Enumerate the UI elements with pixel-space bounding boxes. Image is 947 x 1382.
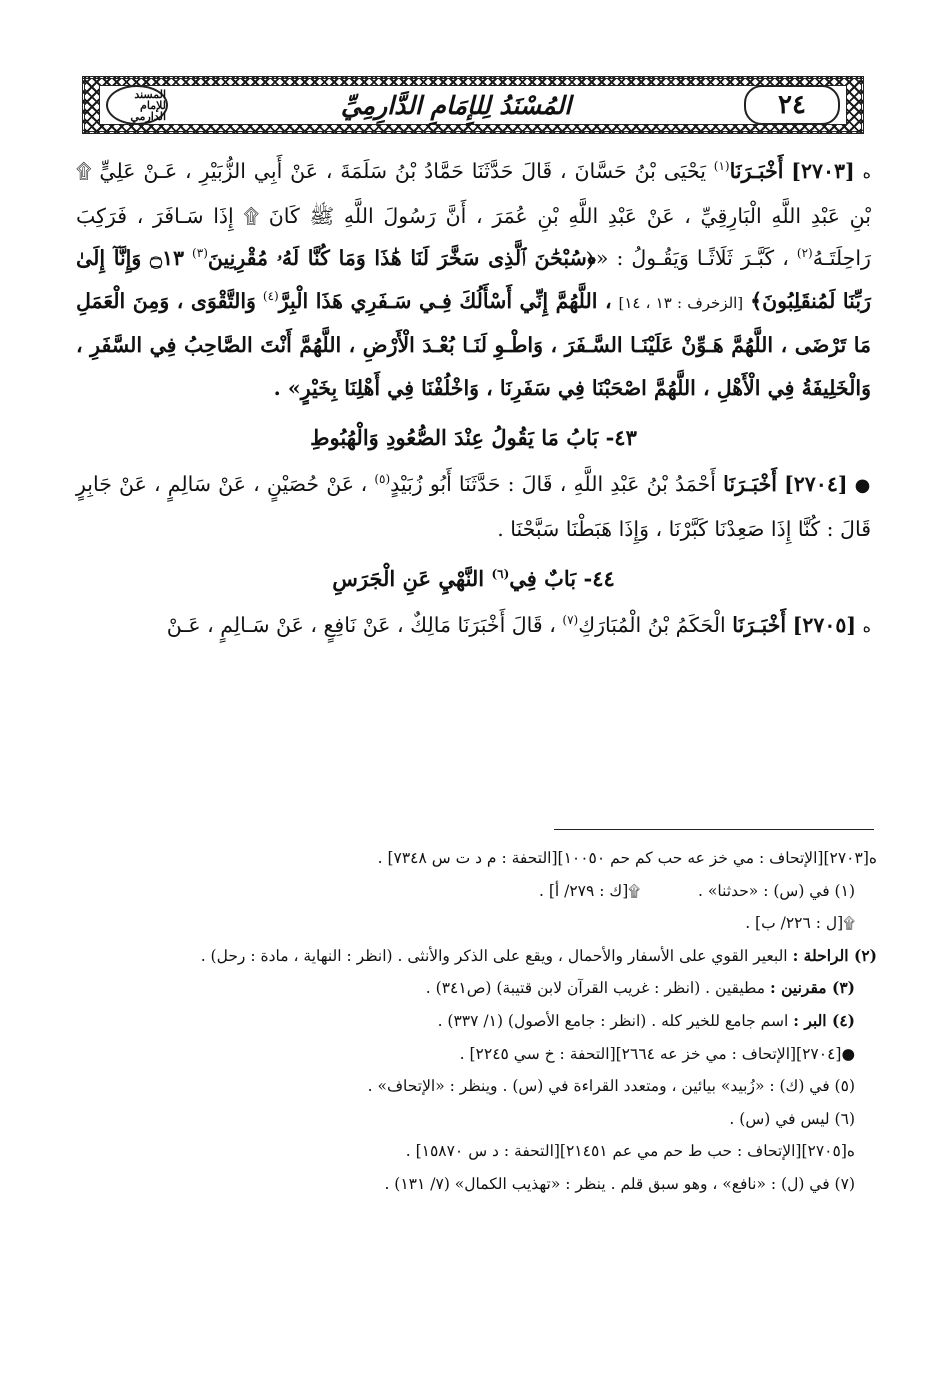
footnote-ref-6: (٦) xyxy=(491,567,510,581)
akhbarana: أَخْبَـرَنَا xyxy=(732,613,787,637)
main-text xyxy=(76,150,871,649)
hadith-text-bold: وَالتَّقْوَى ، وَمِنَ الْعَمَلِ مَا تَرْضَى ، اللَّهُمَّ هَـوِّنْ عَلَيْنَـا السَّـفَرَ ، وَاطْـوِ لَنَـا بُعْـدَ الْأَرْضِ ، اللَّهُمَّ أَنْتَ الصَّاحِبُ فِي السَّفَرِ ، وَالْخَلِيفَةُ فِي الْأَهْلِ ، اللَّهُمَّ اصْحَبْنَا فِي سَفَرِنَا ، وَاخْلُفْنَا فِي أَهْلِنَا بِخَيْرٍ» . xyxy=(76,288,871,400)
footnote-text: اسم جامع للخير كله . (انظر : جامع الأصول) (١/ ٣٣٧) . xyxy=(437,1011,789,1030)
footnote-ref-4: (٤) xyxy=(262,288,279,303)
heading-text: ٤٤- بَابٌ فِي xyxy=(509,566,615,591)
hadith-text: ، كَبَّـرَ ثَلَاثًـا وَيَقُـولُ : « xyxy=(595,246,789,270)
hadith-2704 xyxy=(76,463,871,550)
footnote-7: (٧) في (ل) : «نافع» ، وهو سبق قلم . ينظر : «تهذيب الكمال» (٧/ ١٣١) . xyxy=(384,1174,855,1193)
footnote-ref-7: (٧) xyxy=(562,613,579,628)
quran-verse: ۝١٣ وَإِنَّآ إِلَىٰ رَبِّنَا لَمُنقَلِبُونَ﴾ xyxy=(76,246,871,313)
heading-text: النَّهْيِ عَنِ الْجَرَسِ xyxy=(332,566,485,591)
manuscript-ref: ۩[ل : ٢٢٦/ ب] . xyxy=(745,914,855,933)
footnote-5: (٥) في (ك) : «زُبيد» بيائين ، ومتعدد القراءة في (س) . وينظر : «الإتحاف» . xyxy=(367,1077,855,1096)
hadith-2705 xyxy=(76,604,871,649)
page-header-frame xyxy=(82,76,864,134)
footnote-ref-5: (٥) xyxy=(374,472,391,487)
hadith-marker-circle: ه xyxy=(862,617,871,636)
hadith-marker-dot: ● xyxy=(854,475,871,496)
footnote-2 xyxy=(88,940,877,973)
hadith-text-bold: ، اللَّهُمَّ إِنِّي أَسْأَلُكَ فِـي سَـفَرِي هَذَا الْبِرَّ xyxy=(278,288,612,313)
hadith-text: الْحَكَمُ بْنُ الْمُبَارَكِ xyxy=(578,613,726,637)
chapter-heading-43: ٤٣- بَابُ مَا يَقُولُ عِنْدَ الصُّعُودِ وَالْهُبُوطِ xyxy=(310,425,637,450)
hadith-2703 xyxy=(76,150,871,409)
quran-reference: [الزخرف : ١٣ ، ١٤] xyxy=(618,293,744,312)
publisher-seal-icon xyxy=(106,85,168,125)
footnote-separator xyxy=(554,829,874,830)
akhbarana: أَخْبَـرَنَا xyxy=(723,472,777,496)
book-title: المُسْنَدُ لِلإِمَامِ الدَّارِمِيِّ xyxy=(340,90,572,120)
chapter-heading-44 xyxy=(76,558,871,600)
takhrij-2704: ●[٢٧٠٤][الإتحاف : مي خز عه ٢٦٦٤][التحفة : خ سي ٢٢٤٥] . xyxy=(459,1044,855,1063)
hadith-number: [٢٧٠٣] xyxy=(791,159,855,183)
hadith-text: أَحْمَدُ بْنُ عَبْدِ اللَّهِ ، قَالَ : حَدَّثَنَا أَبُو زُبَيْدٍ xyxy=(390,472,716,496)
footnote-text: مطيقين . (انظر : غريب القرآن لابن قتيبة) (ص٣٤١) . xyxy=(425,979,766,998)
seal-text: المسند للإمام الدارمي xyxy=(130,87,167,123)
footnote-1: (١) في (س) : «حدثنا» . xyxy=(698,881,855,900)
footnote-ref-2: (٢) xyxy=(796,246,813,261)
hadith-text: ، عَنْ حُصَيْنٍ ، عَنْ سَالِمٍ ، عَنْ جَابِرٍ قَالَ : كُنَّا إِذَا صَعِدْنَا كَبَّرْنَا ، وَإِذَا هَبَطْنَا سَبَّحْنَا . xyxy=(76,472,871,541)
footnotes xyxy=(88,842,877,1201)
footnote-ref-1: (١) xyxy=(713,159,730,174)
takhrij-2703: ه[٢٧٠٣][الإتحاف : مي خز عه حب كم حم ١٠٠٥٠][التحفة : م د ت س ٧٣٤٨] . xyxy=(377,849,877,867)
hadith-marker-circle: ه xyxy=(862,163,871,182)
footnote-row-1 xyxy=(88,875,877,908)
hadith-number: [٢٧٠٥] xyxy=(792,613,857,637)
takhrij-2705: ه[٢٧٠٥][الإتحاف : حب ط حم مي عم ٢١٤٥١][التحفة : د س ١٥٨٧٠] . xyxy=(405,1142,855,1161)
footnote-label: (٣) مقرنين : xyxy=(769,978,855,998)
manuscript-ref: ۩[ك : ٢٧٩/ أ] . xyxy=(539,881,641,900)
akhbarana: أَخْبَـرَنَا xyxy=(729,159,784,183)
hadith-text: ، قَالَ أَخْبَرَنَا مَالِكٌ ، عَنْ نَافِعٍ ، عَنْ سَـالِمٍ ، عَـنْ xyxy=(166,613,556,637)
footnote-ref-3: (٣) xyxy=(192,246,208,261)
page-header xyxy=(99,85,847,125)
footnote-4 xyxy=(88,1005,877,1038)
footnote-label: (٤) البر : xyxy=(793,1010,855,1030)
quran-verse: ﴿سُبْحَٰنَ ٱلَّذِى سَخَّرَ لَنَا هَٰذَا وَمَا كُنَّا لَهُۥ مُقْرِنِينَ xyxy=(207,246,596,270)
page-number: ٢٤ xyxy=(744,85,840,125)
footnote-6: (٦) ليس في (س) . xyxy=(729,1109,855,1128)
footnote-3 xyxy=(88,972,877,1005)
hadith-number: [٢٧٠٤] xyxy=(784,472,848,496)
hadith-text: يَحْيَى بْنُ حَسَّانَ ، قَالَ حَدَّثَنَا حَمَّادُ بْنُ سَلَمَةَ ، عَنْ أَبِي الزُّبَيْرِ ، عَـنْ عَلِيٍّ ۩ بْنِ عَبْدِ اللَّهِ الْبَارِقِيِّ ، عَنْ عَبْدِ اللَّهِ بْنِ عُمَرَ ، أَنَّ رَسُولَ اللَّهِ ﷺ كَانَ ۩ إِذَا سَـافَرَ ، فَرَكِبَ رَاحِلَتَـهُ xyxy=(76,159,871,270)
footnote-label: (٢) الراحلة : xyxy=(792,945,877,965)
footnote-text: البعير القوي على الأسفار والأحمال ، ويقع على الذكر والأنثى . (انظر : النهاية ، مادة : رحل) . xyxy=(200,946,788,965)
